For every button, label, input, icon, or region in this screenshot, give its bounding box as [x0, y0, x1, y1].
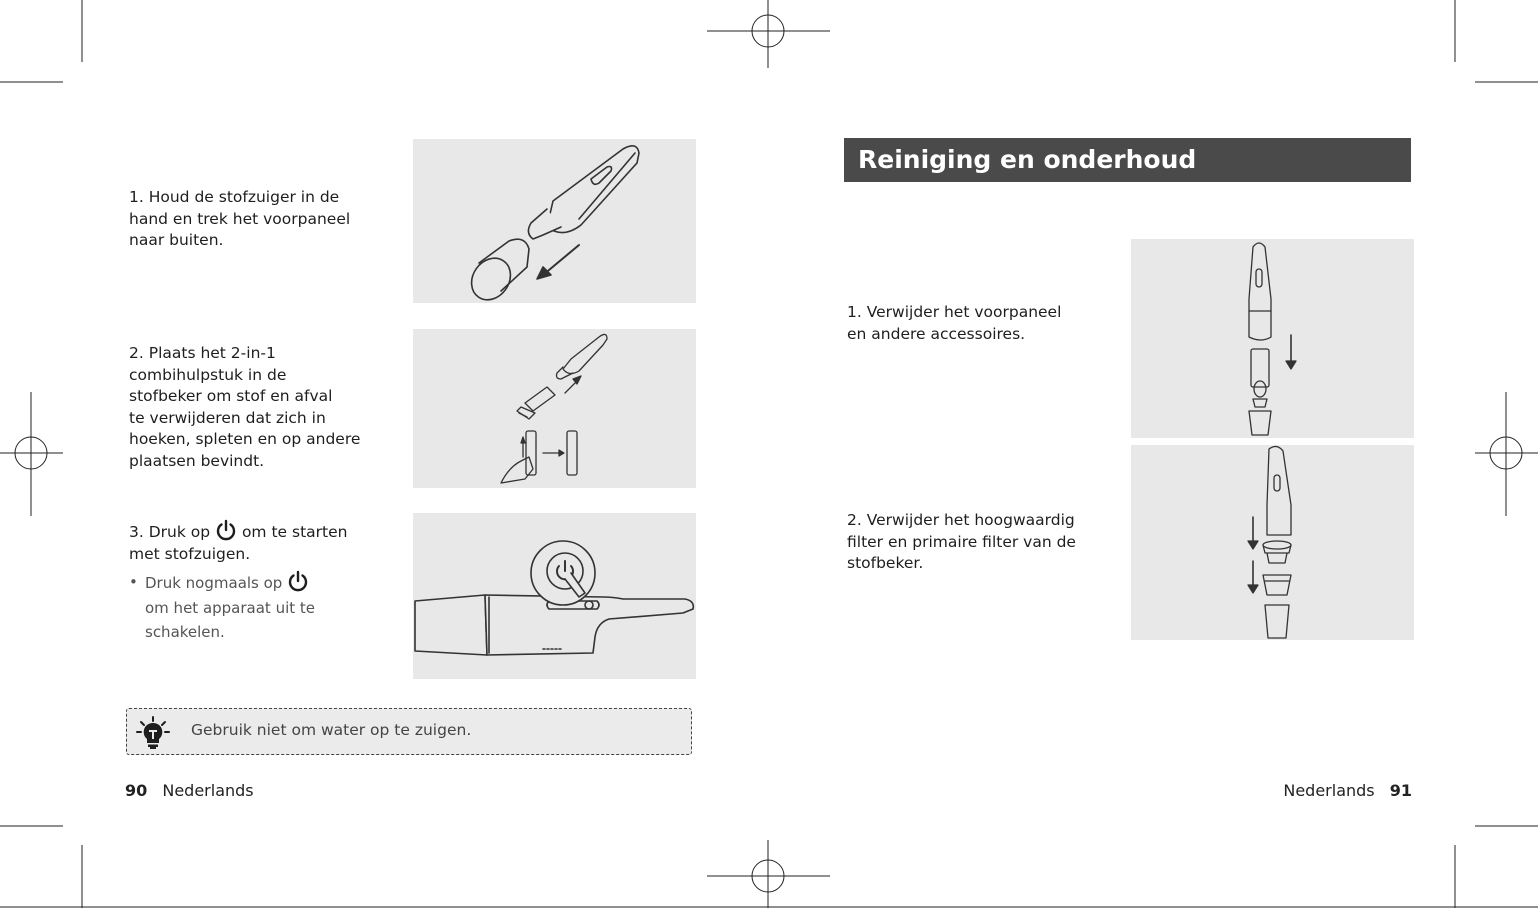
text-line: hand en trek het voorpaneel: [129, 209, 351, 228]
text-line: met stofzuigen.: [129, 544, 251, 563]
text-line: 2. Plaats het 2-in-1: [129, 344, 276, 362]
power-icon: [287, 570, 309, 592]
step-2-text: [129, 343, 360, 472]
text-line: stofbeker om stof en afval: [129, 387, 333, 405]
text-line: 2. Verwijder het hoogwaardig: [847, 511, 1075, 529]
text-line: [129, 519, 347, 544]
text-line: 1. Houd de stofzuiger in de: [129, 188, 340, 206]
page-number: 91: [1389, 781, 1412, 800]
text-line: schakelen.: [145, 623, 225, 641]
text-fragment: 3. Druk op: [129, 523, 211, 541]
text-line: om het apparaat uit te: [145, 598, 316, 617]
text-line: plaatsen bevindt.: [129, 451, 265, 470]
illustration-combi-tool: [413, 329, 696, 488]
illustration-power-button: [413, 513, 696, 679]
lightbulb-icon: [135, 715, 171, 751]
text-line: combihulpstuk in de: [129, 365, 287, 384]
text-line: filter en primaire filter van de: [847, 532, 1076, 551]
footer-left: [125, 781, 254, 800]
illustration-remove-filters: [1131, 445, 1414, 640]
right-step-1-text: [847, 302, 1061, 345]
power-icon: [215, 519, 237, 541]
text-line: [145, 570, 315, 596]
section-heading: Reiniging en onderhoud: [844, 138, 1411, 182]
tip-box: [126, 708, 692, 755]
text-fragment: om te starten: [241, 523, 348, 541]
text-line: 1. Verwijder het voorpaneel: [847, 303, 1062, 321]
text-line: te verwijderen dat zich in: [129, 408, 326, 427]
illustration-pull-front-panel: [413, 139, 696, 303]
bullet-mark: •: [129, 573, 138, 591]
footer-language: Nederlands: [1283, 781, 1375, 800]
text-line: stofbeker.: [847, 554, 924, 572]
footer-right: [1283, 781, 1412, 800]
illustration-remove-front-panel: [1131, 239, 1414, 438]
text-line: naar buiten.: [129, 231, 224, 249]
text-line: en andere accessoires.: [847, 324, 1026, 343]
step-3-text: [129, 519, 347, 565]
right-step-2-text: [847, 510, 1076, 575]
step-3-bullet: [129, 570, 315, 645]
bullet-content: [129, 570, 315, 645]
page-number: 90: [125, 781, 148, 800]
text-line: hoeken, spleten en op andere: [129, 430, 361, 448]
step-1-text: [129, 187, 350, 252]
text-fragment: Druk nogmaals op: [145, 574, 283, 592]
footer-language: Nederlands: [162, 781, 254, 800]
tip-text: Gebruik niet om water op te zuigen.: [191, 721, 472, 739]
